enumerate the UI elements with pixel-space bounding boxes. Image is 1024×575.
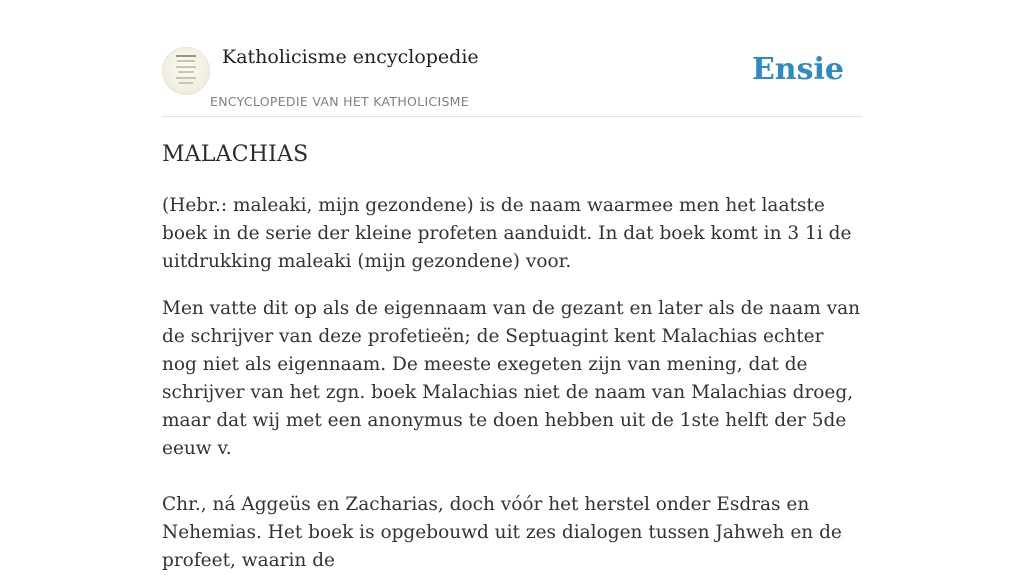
book-cover-icon[interactable] — [162, 47, 210, 95]
encyclopedia-subtitle: ENCYCLOPEDIE VAN HET KATHOLICISME — [210, 94, 469, 109]
encyclopedia-title-link[interactable]: Katholicisme encyclopedie — [222, 46, 479, 68]
cover-line — [176, 55, 196, 57]
cover-line — [179, 82, 193, 84]
cover-line — [177, 60, 195, 62]
article-paragraph: Men vatte dit op als de eigennaam van de gezant en later als de naam van de schrijver van deze profetieën; de Septuagint kent Malachias echter nog niet als eigennaam. De meeste exegeten zijn van mening, dat de schrijver van het zgn. boek Malachias niet de naam van Malachias droeg, maar dat wij met een anonymus te doen hebben uit de 1ste helft der 5de eeuw v. — [162, 298, 861, 459]
article-paragraph: (Hebr.: maleaki, mijn gezondene) is de naam waarmee men het laatste boek in de serie der kleine profeten aanduidt. In dat boek komt in 3 1i de uitdrukking maleaki (mijn gezondene) voor. — [162, 195, 852, 272]
cover-line — [176, 66, 196, 68]
cover-line — [176, 77, 196, 79]
article — [162, 140, 862, 575]
cover-line — [178, 71, 194, 73]
site-header — [162, 44, 862, 117]
article-paragraph: Chr., ná Aggeüs en Zacharias, doch vóór het herstel onder Esdras en Nehemias. Het boek is opgebouwd uit zes dialogen tussen Jahweh en de profeet, waarin de — [162, 494, 842, 571]
article-title: MALACHIAS — [162, 142, 309, 167]
ensie-logo-link[interactable]: Ensie — [751, 52, 844, 87]
